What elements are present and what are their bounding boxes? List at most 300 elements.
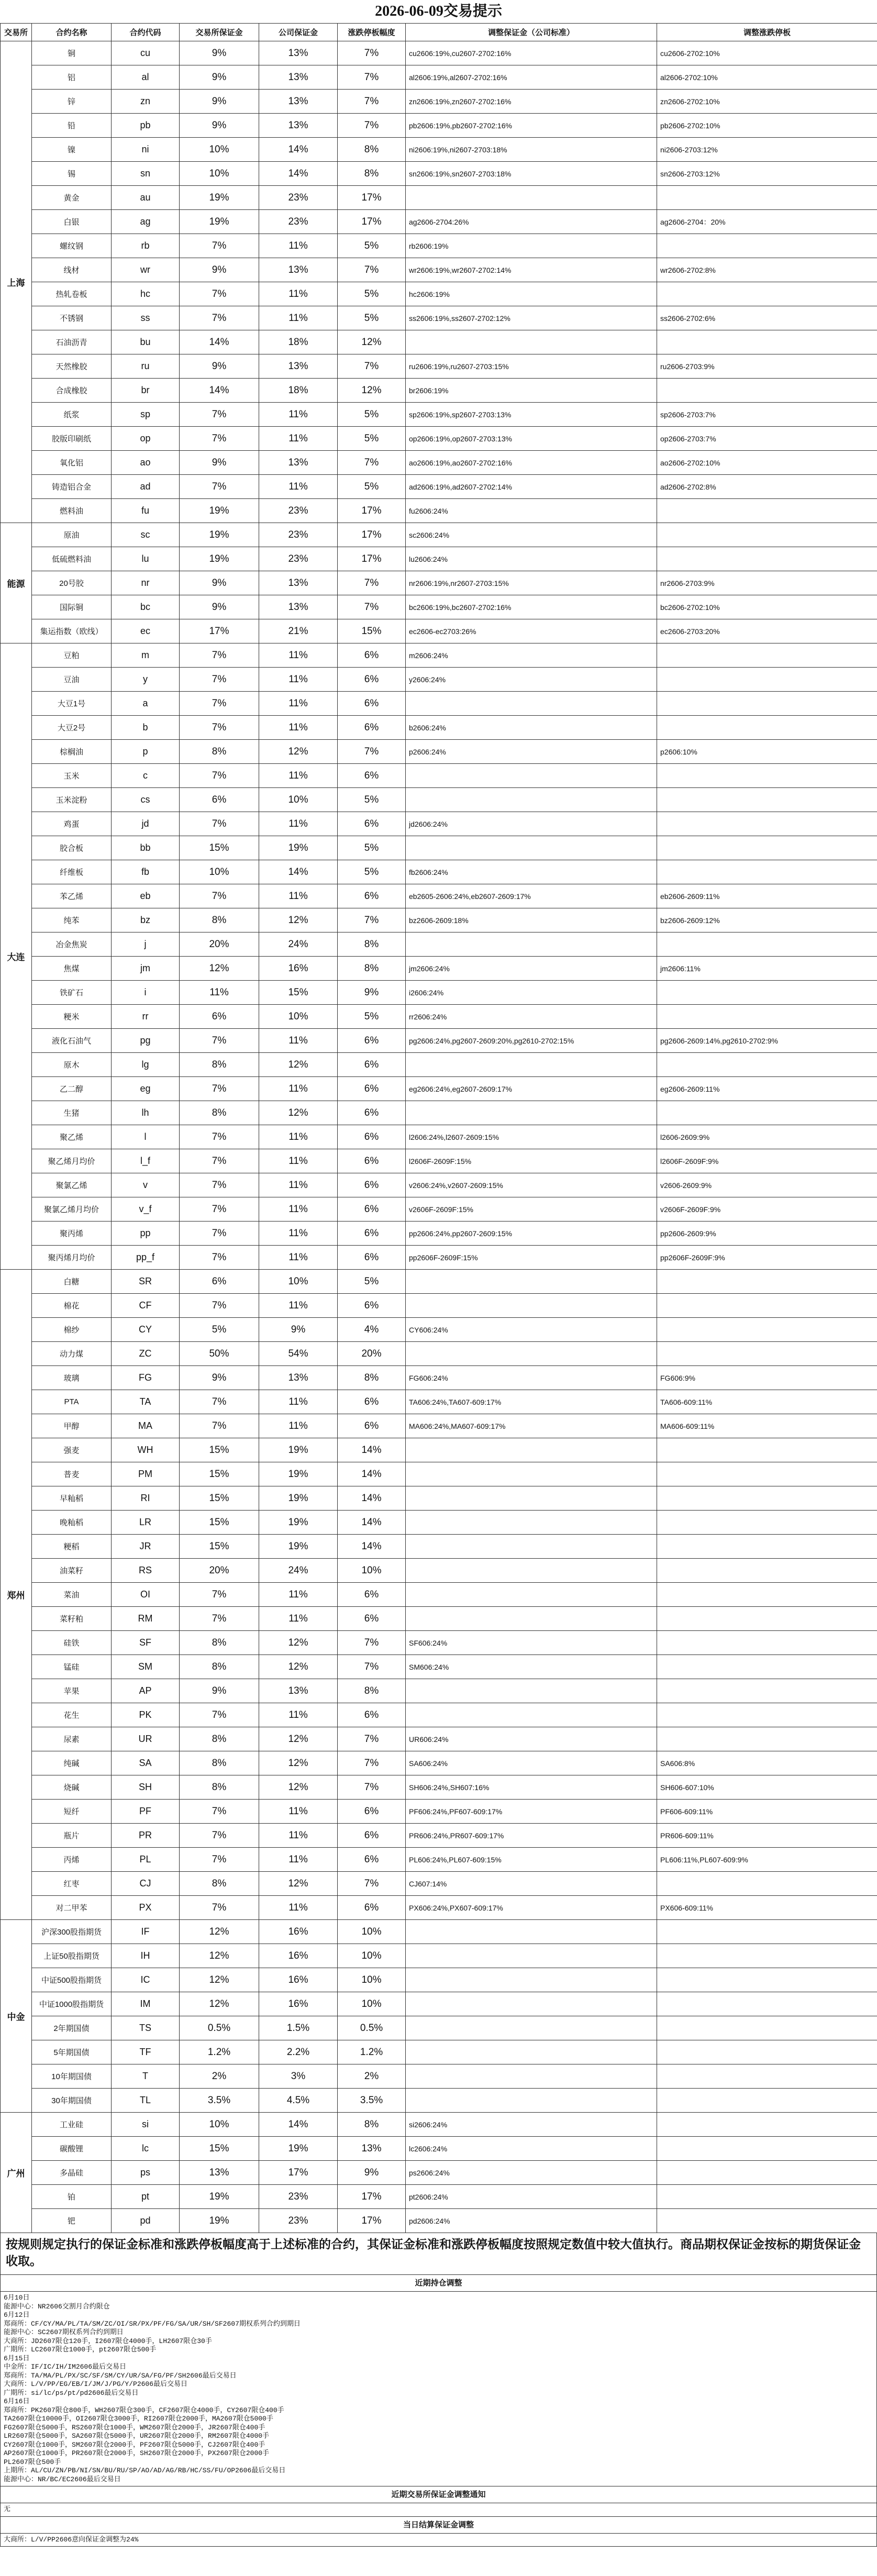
adjusted-price-limit: eb2606-2609:11% xyxy=(657,884,877,908)
adjusted-price-limit: cu2606-2702:10% xyxy=(657,41,877,65)
adjusted-price-limit xyxy=(657,1101,877,1125)
company-margin: 12% xyxy=(259,1053,338,1077)
adjusted-margin: eb2605-2606:24%,eb2607-2609:17% xyxy=(406,884,657,908)
contract-name: 镍 xyxy=(32,138,112,162)
price-limit: 17% xyxy=(338,499,406,523)
adjusted-price-limit: jm2606:11% xyxy=(657,957,877,981)
contract-code: sp xyxy=(112,403,180,427)
contract-code: pp xyxy=(112,1222,180,1246)
adjusted-margin: jd2606:24% xyxy=(406,812,657,836)
notice-line: 6月10日 xyxy=(4,2294,30,2302)
adjusted-margin: si2606:24% xyxy=(406,2113,657,2137)
adjusted-margin: y2606:24% xyxy=(406,668,657,692)
contract-name: 铅 xyxy=(32,114,112,138)
adjusted-margin: pb2606:19%,pb2607-2702:16% xyxy=(406,114,657,138)
header-cell: 合约代码 xyxy=(112,24,180,41)
contract-code: au xyxy=(112,186,180,210)
adjusted-margin xyxy=(406,1944,657,1968)
price-limit: 6% xyxy=(338,764,406,788)
exchange-margin: 7% xyxy=(180,1029,259,1053)
contract-name: 工业硅 xyxy=(32,2113,112,2137)
contract-name: 多晶硅 xyxy=(32,2161,112,2185)
contract-code: ec xyxy=(112,619,180,643)
contract-name: 聚丙烯 xyxy=(32,1222,112,1246)
company-margin: 2.2% xyxy=(259,2040,338,2064)
adjusted-margin: wr2606:19%,wr2607-2702:14% xyxy=(406,258,657,282)
current-margin-title: 当日结算保证金调整 xyxy=(0,2517,877,2534)
table-row xyxy=(1,1920,877,1944)
exchange-cell: 大连 xyxy=(1,643,32,1270)
price-limit: 7% xyxy=(338,1872,406,1896)
recent-margin-title: 近期交易所保证金调整通知 xyxy=(0,2486,877,2503)
contract-code: ZC xyxy=(112,1342,180,1366)
adjusted-price-limit xyxy=(657,1005,877,1029)
exchange-margin: 10% xyxy=(180,138,259,162)
exchange-margin: 5% xyxy=(180,1318,259,1342)
price-limit: 17% xyxy=(338,2209,406,2233)
adjusted-price-limit: ec2606-2703:20% xyxy=(657,619,877,643)
contract-code: v_f xyxy=(112,1197,180,1222)
contract-code: PX xyxy=(112,1896,180,1920)
exchange-margin: 12% xyxy=(180,1944,259,1968)
price-limit: 5% xyxy=(338,788,406,812)
price-limit: 5% xyxy=(338,1270,406,1294)
adjusted-margin: CJ607:14% xyxy=(406,1872,657,1896)
adjusted-price-limit xyxy=(657,2185,877,2209)
exchange-margin: 8% xyxy=(180,1751,259,1775)
adjusted-price-limit: pp2606F-2609F:9% xyxy=(657,1246,877,1270)
price-limit: 7% xyxy=(338,1775,406,1800)
contract-code: br xyxy=(112,379,180,403)
table-row xyxy=(1,1294,877,1318)
price-limit: 6% xyxy=(338,1607,406,1631)
adjusted-margin xyxy=(406,1535,657,1559)
contract-code: al xyxy=(112,65,180,90)
contract-code: rb xyxy=(112,234,180,258)
adjusted-margin xyxy=(406,1583,657,1607)
price-limit: 7% xyxy=(338,451,406,475)
price-limit: 6% xyxy=(338,1029,406,1053)
contract-code: PM xyxy=(112,1462,180,1486)
table-row xyxy=(1,1366,877,1390)
exchange-margin: 7% xyxy=(180,1607,259,1631)
contract-code: SF xyxy=(112,1631,180,1655)
table-row xyxy=(1,1535,877,1559)
company-margin: 11% xyxy=(259,1173,338,1197)
contract-name: 30年期国债 xyxy=(32,2089,112,2113)
adjusted-margin xyxy=(406,1992,657,2016)
table-row xyxy=(1,1824,877,1848)
exchange-margin: 9% xyxy=(180,258,259,282)
contract-code: MA xyxy=(112,1414,180,1438)
company-margin: 16% xyxy=(259,957,338,981)
adjusted-margin: SF606:24% xyxy=(406,1631,657,1655)
table-row xyxy=(1,692,877,716)
recent-positions-body xyxy=(0,2292,877,2486)
price-limit: 5% xyxy=(338,427,406,451)
adjusted-price-limit xyxy=(657,2064,877,2089)
adjusted-margin xyxy=(406,788,657,812)
exchange-margin: 7% xyxy=(180,427,259,451)
contract-name: 纯苯 xyxy=(32,908,112,932)
company-margin: 11% xyxy=(259,692,338,716)
exchange-margin: 20% xyxy=(180,932,259,957)
contract-code: SA xyxy=(112,1751,180,1775)
contract-code: eb xyxy=(112,884,180,908)
adjusted-price-limit: SH606-607:10% xyxy=(657,1775,877,1800)
contract-name: 纸浆 xyxy=(32,403,112,427)
exchange-margin: 9% xyxy=(180,571,259,595)
exchange-margin: 7% xyxy=(180,643,259,668)
company-margin: 11% xyxy=(259,403,338,427)
price-limit: 6% xyxy=(338,1294,406,1318)
exchange-margin: 7% xyxy=(180,475,259,499)
contract-name: 早籼稻 xyxy=(32,1486,112,1511)
price-limit: 6% xyxy=(338,1101,406,1125)
company-margin: 19% xyxy=(259,2137,338,2161)
contract-name: 烧碱 xyxy=(32,1775,112,1800)
contract-code: lh xyxy=(112,1101,180,1125)
adjusted-margin: PR606:24%,PR607-609:17% xyxy=(406,1824,657,1848)
contract-code: RI xyxy=(112,1486,180,1511)
adjusted-margin xyxy=(406,692,657,716)
company-margin: 19% xyxy=(259,1462,338,1486)
contract-name: 粳稻 xyxy=(32,1535,112,1559)
table-row xyxy=(1,1029,877,1053)
price-limit: 7% xyxy=(338,740,406,764)
contract-name: 焦煤 xyxy=(32,957,112,981)
adjusted-margin: l2606F-2609F:15% xyxy=(406,1149,657,1173)
adjusted-margin: sn2606:19%,sn2607-2703:18% xyxy=(406,162,657,186)
company-margin: 24% xyxy=(259,932,338,957)
table-row xyxy=(1,1679,877,1703)
price-limit: 6% xyxy=(338,1197,406,1222)
exchange-margin: 3.5% xyxy=(180,2089,259,2113)
company-margin: 24% xyxy=(259,1559,338,1583)
adjusted-margin: i2606:24% xyxy=(406,981,657,1005)
table-row xyxy=(1,2209,877,2233)
exchange-margin: 9% xyxy=(180,451,259,475)
adjusted-margin xyxy=(406,764,657,788)
exchange-margin: 9% xyxy=(180,595,259,619)
contract-code: p xyxy=(112,740,180,764)
company-margin: 4.5% xyxy=(259,2089,338,2113)
adjusted-price-limit: ag2606-2704：20% xyxy=(657,210,877,234)
adjusted-price-limit: PR606-609:11% xyxy=(657,1824,877,1848)
exchange-margin: 19% xyxy=(180,499,259,523)
table-row xyxy=(1,547,877,571)
exchange-margin: 7% xyxy=(180,306,259,330)
adjusted-margin xyxy=(406,1920,657,1944)
adjusted-price-limit xyxy=(657,1992,877,2016)
adjusted-margin: p2606:24% xyxy=(406,740,657,764)
adjusted-price-limit xyxy=(657,1679,877,1703)
contract-name: 菜油 xyxy=(32,1583,112,1607)
exchange-margin: 7% xyxy=(180,716,259,740)
adjusted-price-limit xyxy=(657,1342,877,1366)
company-margin: 11% xyxy=(259,1848,338,1872)
table-row xyxy=(1,1800,877,1824)
contract-code: hc xyxy=(112,282,180,306)
price-limit: 13% xyxy=(338,2137,406,2161)
adjusted-price-limit: zn2606-2702:10% xyxy=(657,90,877,114)
company-margin: 19% xyxy=(259,1511,338,1535)
price-limit: 4% xyxy=(338,1318,406,1342)
table-row xyxy=(1,836,877,860)
company-margin: 23% xyxy=(259,210,338,234)
rule-notice: 按规则规定执行的保证金标准和涨跌停板幅度高于上述标准的合约，其保证金标准和涨跌停板幅度按照规定数值中较大值执行。商品期权保证金按标的期货保证金收取。 xyxy=(0,2233,877,2275)
contract-name: 原木 xyxy=(32,1053,112,1077)
table-row xyxy=(1,41,877,65)
exchange-margin: 0.5% xyxy=(180,2016,259,2040)
company-margin: 54% xyxy=(259,1342,338,1366)
adjusted-price-limit xyxy=(657,764,877,788)
table-row xyxy=(1,884,877,908)
adjusted-margin: PF606:24%,PF607-609:17% xyxy=(406,1800,657,1824)
adjusted-price-limit xyxy=(657,1727,877,1751)
adjusted-margin xyxy=(406,1462,657,1486)
exchange-margin: 7% xyxy=(180,1896,259,1920)
adjusted-margin xyxy=(406,1703,657,1727)
price-limit: 6% xyxy=(338,1246,406,1270)
price-limit: 20% xyxy=(338,1342,406,1366)
company-margin: 13% xyxy=(259,114,338,138)
contract-code: jd xyxy=(112,812,180,836)
price-limit: 17% xyxy=(338,523,406,547)
exchange-margin: 9% xyxy=(180,41,259,65)
contract-code: nr xyxy=(112,571,180,595)
contract-code: y xyxy=(112,668,180,692)
contract-name: 冶金焦炭 xyxy=(32,932,112,957)
contract-name: 聚乙烯月均价 xyxy=(32,1149,112,1173)
contract-name: 燃料油 xyxy=(32,499,112,523)
adjusted-price-limit xyxy=(657,668,877,692)
exchange-margin: 50% xyxy=(180,1342,259,1366)
table-row xyxy=(1,427,877,451)
price-limit: 8% xyxy=(338,1679,406,1703)
price-limit: 7% xyxy=(338,114,406,138)
table-row xyxy=(1,1342,877,1366)
table-row xyxy=(1,403,877,427)
adjusted-margin: SH606:24%,SH607:16% xyxy=(406,1775,657,1800)
exchange-margin: 2% xyxy=(180,2064,259,2089)
contract-code: l xyxy=(112,1125,180,1149)
contract-name: 聚乙烯 xyxy=(32,1125,112,1149)
price-limit: 10% xyxy=(338,1559,406,1583)
company-margin: 12% xyxy=(259,1751,338,1775)
adjusted-margin: ag2606-2704:26% xyxy=(406,210,657,234)
adjusted-margin: pp2606F-2609F:15% xyxy=(406,1246,657,1270)
contract-code: c xyxy=(112,764,180,788)
contract-name: 10年期国债 xyxy=(32,2064,112,2089)
contract-name: 棉纱 xyxy=(32,1318,112,1342)
contract-code: TL xyxy=(112,2089,180,2113)
price-limit: 5% xyxy=(338,860,406,884)
company-margin: 17% xyxy=(259,2161,338,2185)
company-margin: 11% xyxy=(259,1703,338,1727)
table-row xyxy=(1,1149,877,1173)
adjusted-price-limit xyxy=(657,836,877,860)
contract-code: T xyxy=(112,2064,180,2089)
price-limit: 12% xyxy=(338,379,406,403)
contract-code: CF xyxy=(112,1294,180,1318)
adjusted-price-limit: sn2606-2703:12% xyxy=(657,162,877,186)
adjusted-price-limit xyxy=(657,379,877,403)
table-row xyxy=(1,571,877,595)
contract-name: 棉花 xyxy=(32,1294,112,1318)
contract-name: 玻璃 xyxy=(32,1366,112,1390)
company-margin: 11% xyxy=(259,282,338,306)
contract-code: CJ xyxy=(112,1872,180,1896)
exchange-margin: 11% xyxy=(180,981,259,1005)
price-limit: 1.2% xyxy=(338,2040,406,2064)
adjusted-margin: PL606:24%,PL607-609:15% xyxy=(406,1848,657,1872)
contract-code: fu xyxy=(112,499,180,523)
adjusted-price-limit xyxy=(657,1944,877,1968)
price-limit: 5% xyxy=(338,836,406,860)
notice-line: LR2607限仓5000手，SA2607限仓5000手，UR2607限仓2000手，RM2607限仓4000手 xyxy=(4,2432,270,2440)
exchange-margin: 10% xyxy=(180,2113,259,2137)
exchange-margin: 19% xyxy=(180,523,259,547)
adjusted-margin: rb2606:19% xyxy=(406,234,657,258)
company-margin: 16% xyxy=(259,1992,338,2016)
table-row xyxy=(1,812,877,836)
price-limit: 14% xyxy=(338,1438,406,1462)
exchange-margin: 9% xyxy=(180,354,259,379)
adjusted-price-limit xyxy=(657,692,877,716)
exchange-margin: 9% xyxy=(180,1366,259,1390)
company-margin: 11% xyxy=(259,1222,338,1246)
adjusted-price-limit xyxy=(657,330,877,354)
contract-code: pb xyxy=(112,114,180,138)
company-margin: 12% xyxy=(259,740,338,764)
contract-name: 低硫燃料油 xyxy=(32,547,112,571)
table-row xyxy=(1,330,877,354)
contract-name: 上证50股指期货 xyxy=(32,1944,112,1968)
table-row xyxy=(1,2161,877,2185)
exchange-margin: 9% xyxy=(180,114,259,138)
adjusted-price-limit: bc2606-2702:10% xyxy=(657,595,877,619)
table-row xyxy=(1,908,877,932)
adjusted-margin: b2606:24% xyxy=(406,716,657,740)
company-margin: 11% xyxy=(259,1607,338,1631)
exchange-margin: 7% xyxy=(180,1125,259,1149)
company-margin: 11% xyxy=(259,643,338,668)
adjusted-price-limit: pb2606-2702:10% xyxy=(657,114,877,138)
contract-name: 豆粕 xyxy=(32,643,112,668)
contract-name: 氧化铝 xyxy=(32,451,112,475)
table-row xyxy=(1,1655,877,1679)
table-row xyxy=(1,1077,877,1101)
contract-name: 胶版印刷纸 xyxy=(32,427,112,451)
exchange-margin: 19% xyxy=(180,2209,259,2233)
contract-code: ao xyxy=(112,451,180,475)
contract-name: 白糖 xyxy=(32,1270,112,1294)
adjusted-price-limit xyxy=(657,1270,877,1294)
adjusted-price-limit xyxy=(657,1920,877,1944)
table-row xyxy=(1,1053,877,1077)
table-row xyxy=(1,1751,877,1775)
margin-table xyxy=(0,23,877,2233)
price-limit: 17% xyxy=(338,210,406,234)
price-limit: 14% xyxy=(338,1535,406,1559)
adjusted-margin xyxy=(406,1559,657,1583)
table-row xyxy=(1,1414,877,1438)
price-limit: 7% xyxy=(338,1655,406,1679)
table-row xyxy=(1,1438,877,1462)
table-row xyxy=(1,1101,877,1125)
table-row xyxy=(1,1992,877,2016)
contract-code: PR xyxy=(112,1824,180,1848)
exchange-margin: 9% xyxy=(180,1679,259,1703)
exchange-margin: 7% xyxy=(180,234,259,258)
table-row xyxy=(1,1222,877,1246)
exchange-margin: 7% xyxy=(180,1390,259,1414)
company-margin: 11% xyxy=(259,306,338,330)
contract-code: TS xyxy=(112,2016,180,2040)
exchange-margin: 7% xyxy=(180,1246,259,1270)
adjusted-margin: bz2606-2609:18% xyxy=(406,908,657,932)
price-limit: 6% xyxy=(338,812,406,836)
contract-name: 对二甲苯 xyxy=(32,1896,112,1920)
contract-name: 白银 xyxy=(32,210,112,234)
adjusted-margin: op2606:19%,op2607-2703:13% xyxy=(406,427,657,451)
adjusted-margin: l2606:24%,l2607-2609:15% xyxy=(406,1125,657,1149)
company-margin: 12% xyxy=(259,1727,338,1751)
adjusted-margin xyxy=(406,1101,657,1125)
exchange-margin: 8% xyxy=(180,1631,259,1655)
table-row xyxy=(1,379,877,403)
adjusted-price-limit: TA606-609:11% xyxy=(657,1390,877,1414)
contract-name: 短纤 xyxy=(32,1800,112,1824)
adjusted-price-limit: pg2606-2609:14%,pg2610-2702:9% xyxy=(657,1029,877,1053)
contract-code: TA xyxy=(112,1390,180,1414)
adjusted-margin: ao2606:19%,ao2607-2702:16% xyxy=(406,451,657,475)
adjusted-price-limit: l2606-2609:9% xyxy=(657,1125,877,1149)
exchange-cell: 上海 xyxy=(1,41,32,523)
table-row xyxy=(1,788,877,812)
contract-name: 生猪 xyxy=(32,1101,112,1125)
contract-code: RM xyxy=(112,1607,180,1631)
company-margin: 18% xyxy=(259,330,338,354)
contract-name: 聚氯乙烯 xyxy=(32,1173,112,1197)
price-limit: 6% xyxy=(338,1173,406,1197)
adjusted-price-limit xyxy=(657,1486,877,1511)
table-row xyxy=(1,65,877,90)
exchange-margin: 7% xyxy=(180,692,259,716)
table-row xyxy=(1,210,877,234)
contract-name: 普麦 xyxy=(32,1462,112,1486)
adjusted-margin xyxy=(406,2064,657,2089)
contract-name: 棕榈油 xyxy=(32,740,112,764)
company-margin: 3% xyxy=(259,2064,338,2089)
company-margin: 12% xyxy=(259,1775,338,1800)
adjusted-margin: ss2606:19%,ss2607-2702:12% xyxy=(406,306,657,330)
adjusted-price-limit: PL606:11%,PL607-609:9% xyxy=(657,1848,877,1872)
table-row xyxy=(1,595,877,619)
notice-line: FG2607限仓5000手，RS2607限仓1000手，WM2607限仓2000手，JR2607限仓400手 xyxy=(4,2423,265,2431)
table-row xyxy=(1,1848,877,1872)
company-margin: 13% xyxy=(259,41,338,65)
adjusted-price-limit: MA606-609:11% xyxy=(657,1414,877,1438)
exchange-margin: 15% xyxy=(180,1511,259,1535)
contract-code: SM xyxy=(112,1655,180,1679)
adjusted-margin: FG606:24% xyxy=(406,1366,657,1390)
company-margin: 16% xyxy=(259,1920,338,1944)
price-limit: 6% xyxy=(338,884,406,908)
price-limit: 5% xyxy=(338,403,406,427)
exchange-margin: 6% xyxy=(180,1005,259,1029)
